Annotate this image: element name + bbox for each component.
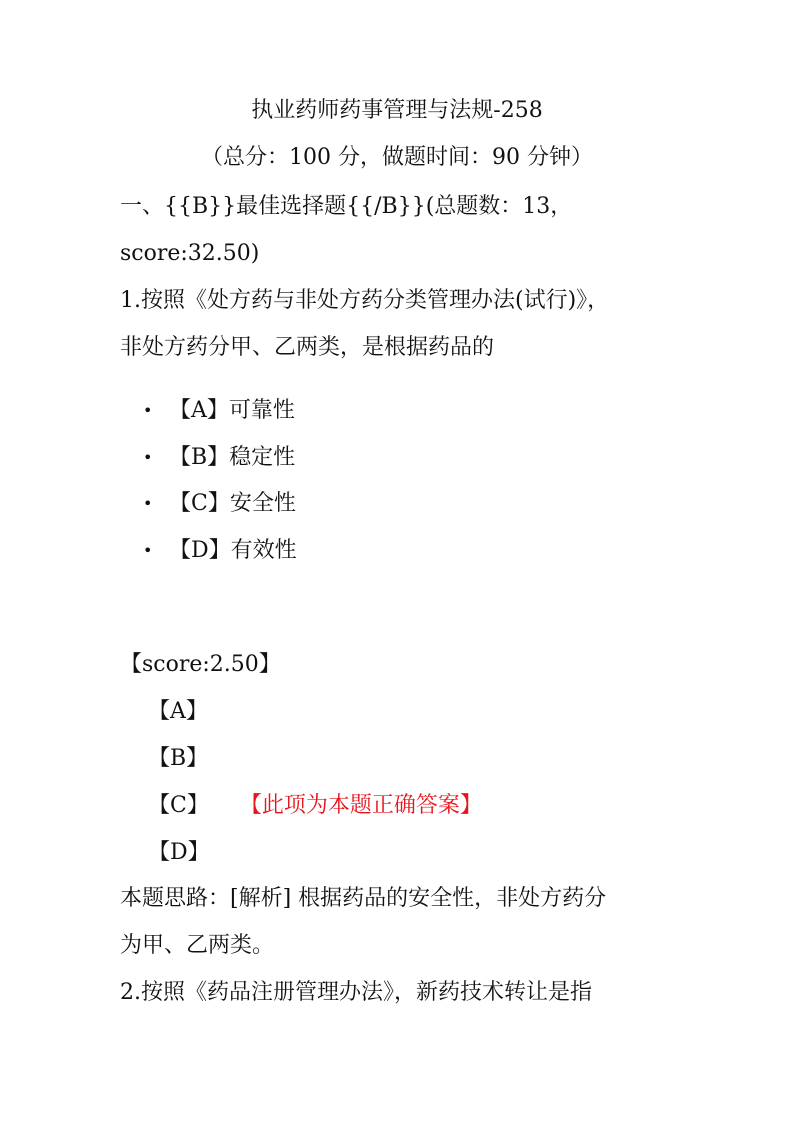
option-c	[143, 489, 296, 519]
option-a	[143, 396, 295, 426]
analysis-line1: 本题思路：[解析] 根据药品的安全性，非处方药分	[120, 886, 607, 911]
bullet-icon: •	[143, 401, 153, 420]
answer-key-a: 【A】	[148, 699, 208, 724]
option-label: 【C】安全性	[169, 491, 296, 516]
answer-key-d: 【D】	[148, 840, 210, 865]
option-label: 【D】有效性	[169, 538, 297, 563]
bullet-icon: •	[143, 494, 153, 513]
option-label: 【B】稳定性	[169, 445, 296, 470]
section-heading: 一、{{B}}最佳选择题{{/B}}(总题数：13，	[120, 194, 573, 219]
document-title: 执业药师药事管理与法规-258	[251, 98, 543, 123]
option-label: 【A】可靠性	[169, 398, 295, 423]
bullet-icon: •	[143, 541, 153, 560]
answer-key-b: 【B】	[148, 746, 209, 771]
correct-answer-note: 【此项为本题正确答案】	[250, 793, 482, 818]
question-1-text-line1: 1.按照《处方药与非处方药分类管理办法(试行)》，	[120, 288, 610, 313]
question-1-score: 【score:2.50】	[120, 652, 281, 677]
answer-key-c	[148, 791, 482, 821]
option-b	[143, 443, 295, 473]
bullet-icon: •	[143, 448, 153, 467]
question-2-text-line1: 2.按照《药品注册管理办法》，新药技术转让是指	[120, 980, 592, 1005]
option-d	[143, 536, 297, 566]
answer-key-c-label: 【C】	[148, 793, 209, 818]
analysis-line2: 为甲、乙两类。	[120, 933, 275, 958]
question-1-text-line2: 非处方药分甲、乙两类，是根据药品的	[120, 335, 495, 360]
section-score: score:32.50)	[120, 241, 260, 266]
exam-meta: （总分：100 分，做题时间：90 分钟）	[201, 145, 593, 170]
